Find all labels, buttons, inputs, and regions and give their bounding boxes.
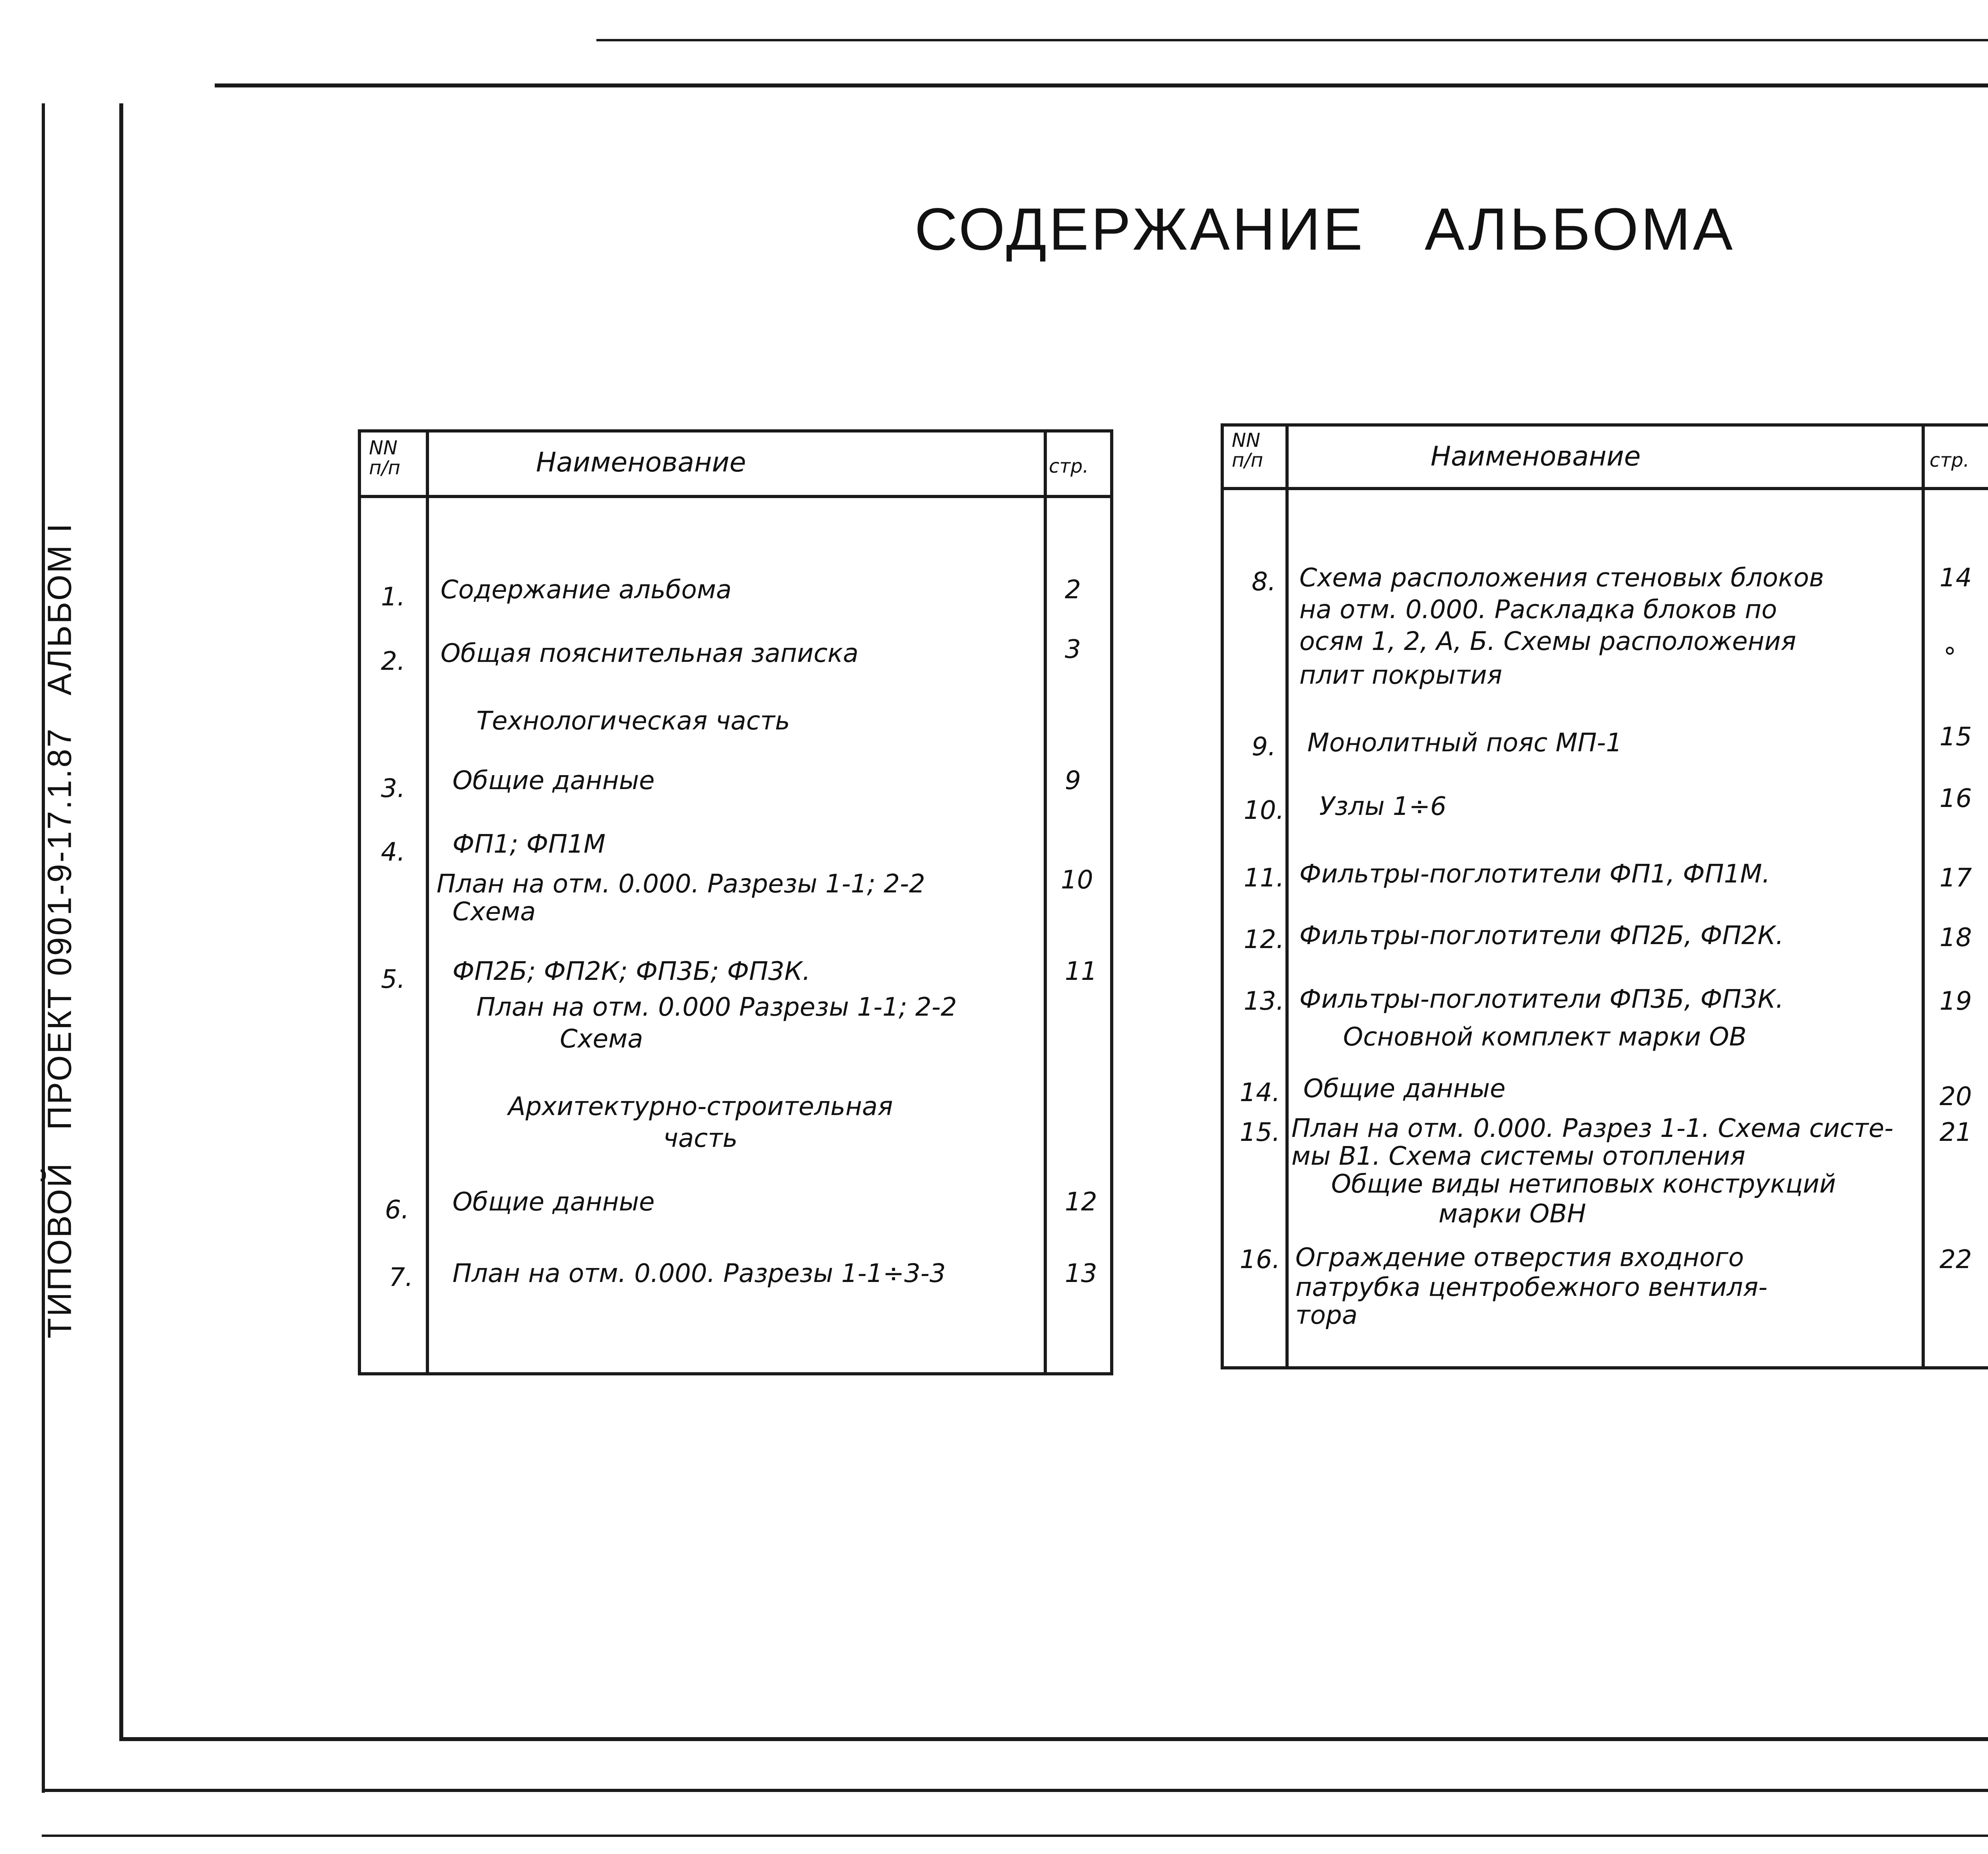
top-stray-line bbox=[596, 39, 1988, 41]
row-title-line-2: на отм. 0.000. Раскладка блоков по bbox=[1299, 595, 1777, 624]
row-number: 11. bbox=[1244, 863, 1284, 893]
title-word-2: АЛЬБОМА bbox=[1425, 196, 1735, 262]
frame-left-line bbox=[119, 103, 123, 1741]
table-left-head-num-2: п/п bbox=[369, 457, 400, 479]
section-title: Технологическая часть bbox=[476, 706, 790, 736]
table-left-divider-2 bbox=[1044, 432, 1047, 1372]
row-page: 3 bbox=[1065, 635, 1081, 664]
table-right-head-num-2: п/п bbox=[1232, 449, 1263, 471]
row-page: 13 bbox=[1065, 1259, 1097, 1288]
row-title: Общая пояснительная записка bbox=[441, 639, 859, 668]
row-number: 6. bbox=[385, 1195, 410, 1225]
row-number: 1. bbox=[381, 582, 406, 612]
row-page: 12 bbox=[1065, 1187, 1097, 1217]
sidebar-project: ПРОЕКТ 0901-9-17.1.87 bbox=[41, 727, 78, 1130]
row-page: 9 bbox=[1065, 766, 1081, 795]
row-title: Фильтры-поглотители ФП1, ФП1М. bbox=[1299, 859, 1771, 889]
table-row bbox=[381, 583, 405, 611]
frame-bottom-line bbox=[119, 1737, 1988, 1741]
row-page: 22 bbox=[1939, 1245, 1972, 1274]
row-title: Монолитный пояс МП-1 bbox=[1307, 728, 1622, 758]
row-number: 7. bbox=[389, 1263, 414, 1292]
row-title-line-3: Схема bbox=[452, 897, 536, 927]
table-left-head-name: Наименование bbox=[536, 447, 746, 478]
row-number: 10. bbox=[1244, 796, 1284, 825]
section-title: Архитектурно-строительная bbox=[508, 1092, 893, 1121]
row-title: План на отм. 0.000. Разрез 1-1. Схема систе- bbox=[1291, 1114, 1894, 1143]
row-page: 2 bbox=[1065, 575, 1081, 605]
row-title: Содержание альбома bbox=[441, 575, 732, 605]
row-title-line-3: Схема bbox=[560, 1024, 643, 1054]
row-title-line-2: мы В1. Схема системы отопления bbox=[1291, 1142, 1745, 1171]
page-title bbox=[914, 195, 1795, 264]
row-title-line-4: марки ОВН bbox=[1439, 1199, 1586, 1229]
row-page: 20 bbox=[1939, 1082, 1972, 1111]
row-page: 16 bbox=[1939, 784, 1972, 813]
outer-bottom-line bbox=[42, 1789, 1988, 1792]
table-left-head-page: стр. bbox=[1049, 455, 1089, 477]
table-left-head-num bbox=[369, 438, 400, 478]
row-page: 10 bbox=[1061, 865, 1093, 895]
row-title: Фильтры-поглотители ФП2Б, ФП2К. bbox=[1299, 921, 1784, 950]
row-number: 8. bbox=[1252, 567, 1276, 597]
row-number: 16. bbox=[1240, 1245, 1280, 1274]
row-number: 15. bbox=[1240, 1118, 1280, 1147]
table-left-divider-1 bbox=[426, 432, 429, 1372]
outer-bottom-line-2 bbox=[42, 1835, 1988, 1837]
row-page: 21 bbox=[1939, 1118, 1972, 1147]
section-title: Основной комплект марки ОВ bbox=[1343, 1022, 1747, 1052]
row-number: 14. bbox=[1240, 1078, 1280, 1107]
row-number: 4. bbox=[381, 838, 406, 867]
row-page: 15 bbox=[1939, 722, 1972, 752]
row-title: Ограждение отверстия входного bbox=[1295, 1243, 1744, 1272]
row-page: 19 bbox=[1939, 987, 1972, 1016]
row-title: Общие данные bbox=[452, 1187, 655, 1217]
row-number: 5. bbox=[381, 965, 406, 994]
row-title: Узлы 1÷6 bbox=[1319, 792, 1446, 821]
table-right-divider-2 bbox=[1922, 427, 1925, 1366]
section-title-line-2: часть bbox=[663, 1124, 738, 1153]
row-page: 17 bbox=[1939, 863, 1972, 893]
row-title-line-2: План на отм. 0.000. Разрезы 1-1; 2-2 bbox=[437, 869, 925, 899]
row-title: Общие данные bbox=[1303, 1074, 1506, 1103]
row-title: Фильтры-поглотители ФП3Б, ФП3К. bbox=[1299, 985, 1784, 1014]
table-right-head-name: Наименование bbox=[1431, 441, 1641, 472]
table-right-head-num-1: NN bbox=[1232, 429, 1260, 452]
row-title: План на отм. 0.000. Разрезы 1-1÷3-3 bbox=[452, 1259, 946, 1288]
contents-table-left bbox=[358, 429, 1113, 1375]
row-page-mark: ° bbox=[1943, 643, 1956, 672]
title-word-1: СОДЕРЖАНИЕ bbox=[914, 196, 1365, 262]
sidebar-album: АЛЬБОМ I bbox=[41, 522, 78, 696]
row-title: Общие данные bbox=[452, 766, 655, 795]
row-title: ФП1; ФП1М bbox=[452, 830, 606, 859]
sidebar-type: ТИПОВОЙ bbox=[41, 1162, 78, 1338]
row-page: 11 bbox=[1065, 957, 1097, 986]
table-right-head-num bbox=[1232, 431, 1263, 470]
table-right-head-page: стр. bbox=[1930, 449, 1970, 471]
row-number: 13. bbox=[1244, 987, 1284, 1016]
row-title-line-3: тора bbox=[1295, 1301, 1358, 1330]
sidebar-stamp-text bbox=[41, 490, 79, 1338]
table-right-divider-1 bbox=[1285, 427, 1289, 1366]
row-number: 9. bbox=[1252, 732, 1276, 762]
row-title-line-4: плит покрытия bbox=[1299, 661, 1503, 690]
row-title: ФП2Б; ФП2К; ФП3Б; ФП3К. bbox=[452, 957, 811, 986]
row-number: 3. bbox=[381, 774, 406, 803]
contents-table-right bbox=[1221, 423, 1988, 1369]
row-title-line-2: План на отм. 0.000 Разрезы 1-1; 2-2 bbox=[476, 993, 957, 1022]
frame-top-line bbox=[215, 83, 1988, 87]
row-title-line-3: Общие виды нетиповых конструкций bbox=[1331, 1169, 1836, 1199]
row-title: Схема расположения стеновых блоков bbox=[1299, 563, 1824, 593]
row-page: 14 bbox=[1939, 563, 1972, 593]
row-number: 12. bbox=[1244, 925, 1284, 954]
row-number: 2. bbox=[381, 647, 406, 676]
table-left-head-num-1: NN bbox=[369, 437, 398, 459]
row-title-line-3: осям 1, 2, А, Б. Схемы расположения bbox=[1299, 627, 1796, 656]
row-title-line-2: патрубка центробежного вентиля- bbox=[1295, 1273, 1768, 1302]
row-page: 18 bbox=[1939, 923, 1972, 952]
